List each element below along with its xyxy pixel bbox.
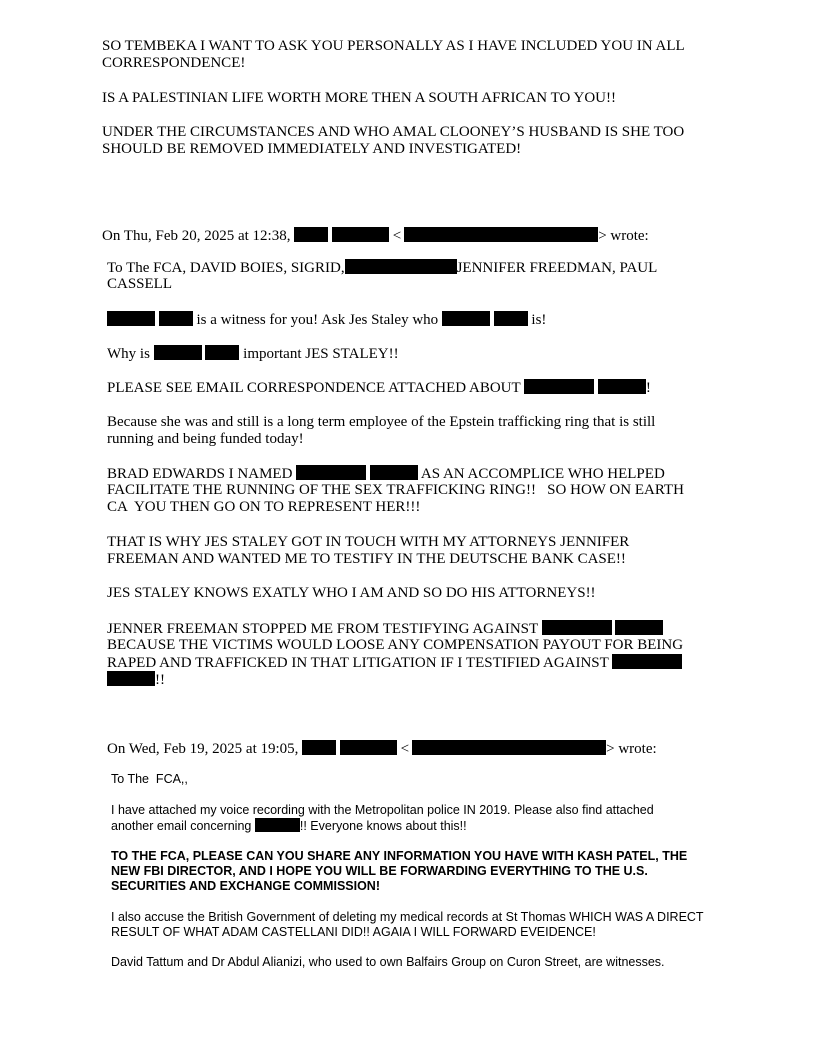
- redaction: [598, 379, 646, 394]
- redaction: [524, 379, 594, 394]
- email1-to-suffix: JENNIFER FREEDMAN, PAUL: [456, 260, 658, 276]
- paragraph-clooney: UNDER THE CIRCUMSTANCES AND WHO AMAL CLOONEY’S HUSBAND IS SHE TOO SHOULD BE REMOVED IMMEDIATELY AND INVESTIGATED!: [102, 124, 685, 157]
- redaction: [154, 345, 202, 360]
- paragraph-tembeka: SO TEMBEKA I WANT TO ASK YOU PERSONALLY AS I HAVE INCLUDED YOU IN ALL CORRESPONDENCE!: [102, 38, 685, 71]
- redaction: [294, 227, 328, 242]
- email1-why-end: important JES STALEY!!: [243, 346, 399, 362]
- email1-jenner-end: !!: [155, 672, 165, 688]
- email1-header-lt: <: [392, 228, 402, 244]
- redaction: [412, 740, 606, 755]
- email2-accuse: I also accuse the British Government of deleting my medical records at St Thomas WHICH WAS A DIRECT RESULT OF WHAT ADAM CASTELLANI DID!! AGAIA I WILL FORWARD EVEIDENCE!: [111, 910, 704, 939]
- redaction: [404, 227, 598, 242]
- redaction: [345, 259, 457, 274]
- redaction: [107, 671, 155, 686]
- email2-header-lt: <: [400, 741, 410, 757]
- email1-witness-end: is!: [531, 312, 547, 328]
- redaction: [370, 465, 418, 480]
- email1-that: THAT IS WHY JES STALEY GOT IN TOUCH WITH MY ATTORNEYS JENNIFER FREEMAN AND WANTED ME TO TESTIFY IN THE DEUTSCHE BANK CASE!!: [107, 534, 630, 567]
- email1-why: [107, 345, 399, 363]
- email2-attached-end: !! Everyone knows about this!!: [299, 819, 467, 833]
- email1-brad-end: AS AN ACCOMPLICE WHO HELPED: [420, 466, 665, 482]
- redaction: [332, 227, 389, 242]
- email2-to: To The FCA,,: [111, 772, 188, 786]
- email1-jenner-line4: [107, 671, 165, 689]
- email1-to-prefix: To The FCA, DAVID BOIES, SIGRID,: [107, 260, 345, 276]
- email1-knows: JES STALEY KNOWS EXATLY WHO I AM AND SO DO HIS ATTORNEYS!!: [107, 585, 596, 601]
- redaction: [340, 740, 397, 755]
- email2-header: [107, 740, 657, 758]
- redaction: [494, 311, 528, 326]
- email1-witness-text: is a witness for you! Ask Jes Staley who: [196, 312, 439, 328]
- redaction: [159, 311, 193, 326]
- email2-david: David Tattum and Dr Abdul Alianizi, who used to own Balfairs Group on Curon Street, are witnesses.: [111, 955, 665, 969]
- email1-please-text: PLEASE SEE EMAIL CORRESPONDENCE ATTACHED ABOUT: [107, 380, 521, 396]
- email1-jenner-line3-text: RAPED AND TRAFFICKED IN THAT LITIGATION IF I TESTIFIED AGAINST: [107, 655, 609, 671]
- email1-brad-text: BRAD EDWARDS I NAMED: [107, 466, 293, 482]
- email1-why-text: Why is: [107, 346, 150, 362]
- email1-to-line2: CASSELL: [107, 276, 173, 292]
- email1-brad-line3: CA YOU THEN GO ON TO REPRESENT HER!!!: [107, 499, 421, 515]
- email1-jenner-text: JENNER FREEMAN STOPPED ME FROM TESTIFYING AGAINST: [107, 621, 538, 637]
- email2-attached-line2: [111, 818, 467, 834]
- email1-please: [107, 379, 651, 397]
- email1-header: [102, 227, 649, 245]
- redaction: [107, 311, 155, 326]
- redaction: [302, 740, 336, 755]
- redaction: [615, 620, 663, 635]
- redaction: [205, 345, 239, 360]
- email1-jenner: [107, 620, 663, 638]
- email2-header-prefix: On Wed, Feb 19, 2025 at 19:05,: [107, 741, 299, 757]
- redaction: [612, 654, 682, 669]
- email2-attached-line1: I have attached my voice recording with the Metropolitan police IN 2019. Please also find attached: [111, 803, 654, 817]
- email1-please-end: !: [645, 380, 651, 396]
- email1-brad: [107, 465, 665, 483]
- email1-header-prefix: On Thu, Feb 20, 2025 at 12:38,: [102, 228, 291, 244]
- email1-to-line: [107, 259, 657, 277]
- email2-attached-text: another email concerning: [111, 819, 252, 833]
- email1-header-suffix: > wrote:: [598, 228, 649, 244]
- email1-witness: [107, 311, 546, 329]
- email1-brad-line2: FACILITATE THE RUNNING OF THE SEX TRAFFICKING RING!! SO HOW ON EARTH: [107, 482, 684, 498]
- paragraph-palestinian: IS A PALESTINIAN LIFE WORTH MORE THEN A SOUTH AFRICAN TO YOU!!: [102, 90, 616, 106]
- email1-jenner-line2: BECAUSE THE VICTIMS WOULD LOOSE ANY COMPENSATION PAYOUT FOR BEING: [107, 637, 684, 653]
- redaction: [442, 311, 490, 326]
- email1-because: Because she was and still is a long term employee of the Epstein trafficking ring that is still running and being funded today!: [107, 414, 656, 447]
- email2-header-suffix: > wrote:: [606, 741, 657, 757]
- email2-bold-request: TO THE FCA, PLEASE CAN YOU SHARE ANY INFORMATION YOU HAVE WITH KASH PATEL, THE NEW FBI DIRECTOR, AND I HOPE YOU WILL BE FORWARDING EVERYTHING TO THE U.S. SECURITIES AND EXCHANGE COMMISSION!: [111, 849, 688, 893]
- redaction: [255, 818, 300, 832]
- redaction: [296, 465, 366, 480]
- email1-jenner-line3: [107, 654, 682, 672]
- redaction: [542, 620, 612, 635]
